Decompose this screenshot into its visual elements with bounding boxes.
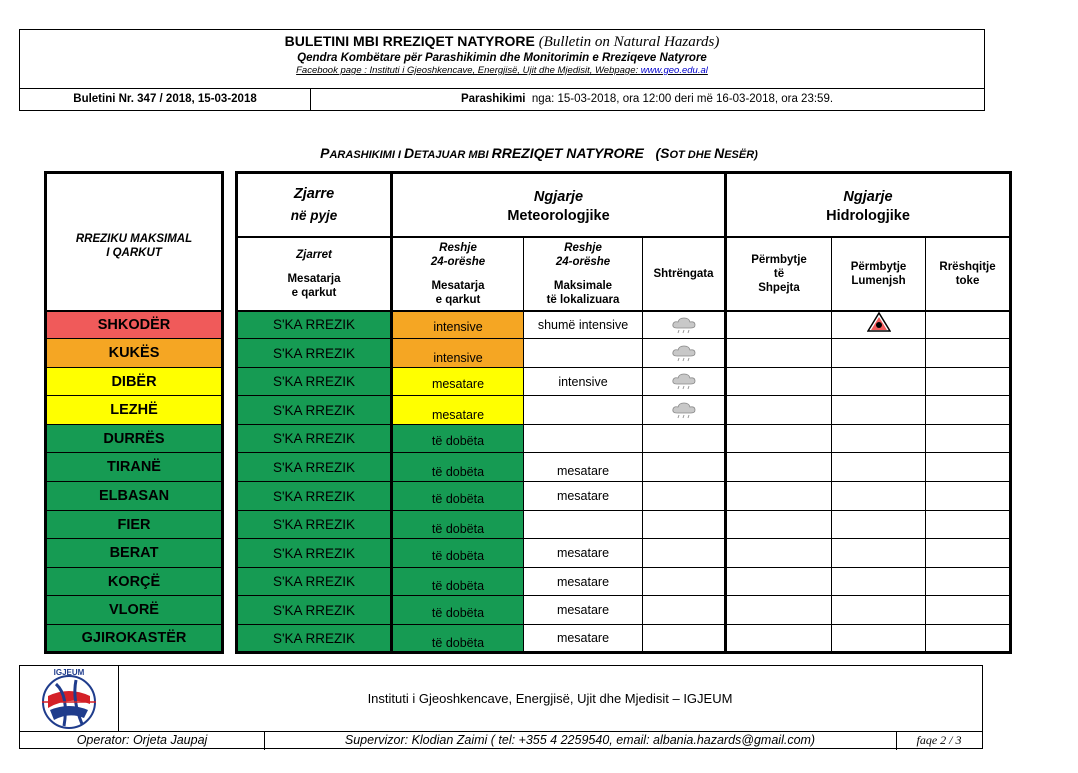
facebook-text: Facebook page : Instituti i Gjeoshkencave, Energjisë, Ujit dhe Mjedisit, Webpage: <box>296 65 641 76</box>
river-flood-cell <box>832 511 926 539</box>
operator: Operator: Orjeta Jaupaj <box>20 732 265 750</box>
rain-average: të dobëta <box>392 453 524 482</box>
rain-max <box>524 425 643 453</box>
rain-average: të dobëta <box>392 539 524 568</box>
region-fier: FIER <box>46 511 223 539</box>
fire-risk: S'KA RREZIK <box>237 339 392 368</box>
rain-average: mesatare <box>392 368 524 396</box>
fire-risk: S'KA RREZIK <box>237 453 392 482</box>
header-title-block <box>20 30 984 89</box>
region-kukes: KUKËS <box>46 339 223 368</box>
rain-average: mesatare <box>392 396 524 425</box>
igjeum-logo <box>20 666 119 731</box>
cloud-rain-icon <box>671 316 697 334</box>
storm-cell <box>643 396 726 425</box>
flash-flood-cell <box>726 625 832 653</box>
region-diber: DIBËR <box>46 368 223 396</box>
fire-risk: S'KA RREZIK <box>237 511 392 539</box>
river-flood-cell <box>832 396 926 425</box>
rain-max: mesatare <box>524 625 643 653</box>
rain-max: mesatare <box>524 453 643 482</box>
flash-flood-cell <box>726 596 832 625</box>
flash-flood-cell <box>726 453 832 482</box>
region-vlore: VLORË <box>46 596 223 625</box>
region-elbasan: ELBASAN <box>46 482 223 511</box>
col-river-flood: Përmbytje Lumenjsh <box>832 237 926 311</box>
supervisor: Supervizor: Klodian Zaimi ( tel: +355 4 2259540, email: albania.hazards@gmail.com) <box>264 732 897 750</box>
fire-risk: S'KA RREZIK <box>237 425 392 453</box>
region-shkoder: SHKODËR <box>46 311 223 339</box>
rain-max <box>524 339 643 368</box>
bulletin-header <box>19 29 985 111</box>
landslide-cell <box>926 368 1011 396</box>
storm-cell <box>643 425 726 453</box>
landslide-cell <box>926 425 1011 453</box>
warning-icon <box>867 312 891 332</box>
rain-max: mesatare <box>524 482 643 511</box>
flash-flood-cell <box>726 568 832 596</box>
fire-group-header: Zjarre në pyje <box>237 173 392 237</box>
flash-flood-cell <box>726 482 832 511</box>
rain-max: shumë intensive <box>524 311 643 339</box>
storm-cell <box>643 368 726 396</box>
region-berat: BERAT <box>46 539 223 568</box>
flash-flood-cell <box>726 339 832 368</box>
col-landslide: Rrëshqitje toke <box>926 237 1011 311</box>
page-number: faqe 2 / 3 <box>916 733 962 747</box>
river-flood-cell <box>832 625 926 653</box>
rain-max: mesatare <box>524 568 643 596</box>
rain-average: të dobëta <box>392 482 524 511</box>
river-flood-cell <box>832 596 926 625</box>
cloud-rain-icon <box>671 344 697 362</box>
fire-risk: S'KA RREZIK <box>237 568 392 596</box>
col-rain-average: Reshje 24-orëshe Mesatarja e qarkut <box>392 237 524 311</box>
rain-average: të dobëta <box>392 596 524 625</box>
fire-risk: S'KA RREZIK <box>237 539 392 568</box>
row-header: RREZIKU MAKSIMAL I QARKUT <box>46 173 223 311</box>
rain-average: të dobëta <box>392 568 524 596</box>
flash-flood-cell <box>726 539 832 568</box>
region-gjirokaster: GJIROKASTËR <box>46 625 223 653</box>
rain-max <box>524 511 643 539</box>
river-flood-cell <box>832 311 926 339</box>
river-flood-cell <box>832 453 926 482</box>
rain-max: mesatare <box>524 596 643 625</box>
storm-cell <box>643 511 726 539</box>
landslide-cell <box>926 511 1011 539</box>
bulletin-title: BULETINI MBI RREZIQET NATYRORE <box>284 33 535 49</box>
col-flash-flood: Përmbytje të Shpejta <box>726 237 832 311</box>
storm-cell <box>643 568 726 596</box>
web-link[interactable]: www.geo.edu.al <box>640 65 708 76</box>
storm-cell <box>643 482 726 511</box>
storm-cell <box>643 596 726 625</box>
rain-average: të dobëta <box>392 625 524 653</box>
fire-risk: S'KA RREZIK <box>237 368 392 396</box>
hydro-group-header: Ngjarje Hidrologjike <box>726 173 1011 237</box>
meteo-group-header: Ngjarje Meteorologjike <box>392 173 726 237</box>
rain-max: mesatare <box>524 539 643 568</box>
river-flood-cell <box>832 568 926 596</box>
flash-flood-cell <box>726 311 832 339</box>
cloud-rain-icon <box>671 401 697 419</box>
river-flood-cell <box>832 539 926 568</box>
flash-flood-cell <box>726 396 832 425</box>
bulletin-title-en: (Bulletin on Natural Hazards) <box>538 34 720 50</box>
landslide-cell <box>926 453 1011 482</box>
fire-risk: S'KA RREZIK <box>237 596 392 625</box>
rain-average: të dobëta <box>392 425 524 453</box>
river-flood-cell <box>832 368 926 396</box>
col-rain-max: Reshje 24-orëshe Maksimale të lokalizuara <box>524 237 643 311</box>
storm-cell <box>643 339 726 368</box>
landslide-cell <box>926 596 1011 625</box>
storm-cell <box>643 625 726 653</box>
fire-risk: S'KA RREZIK <box>237 396 392 425</box>
bulletin-number: Buletini Nr. 347 / 2018, 15-03-2018 <box>20 88 311 111</box>
storm-cell <box>643 453 726 482</box>
landslide-cell <box>926 311 1011 339</box>
river-flood-cell <box>832 425 926 453</box>
region-lezhe: LEZHË <box>46 396 223 425</box>
landslide-cell <box>926 539 1011 568</box>
rain-max: intensive <box>524 368 643 396</box>
flash-flood-cell <box>726 368 832 396</box>
landslide-cell <box>926 568 1011 596</box>
svg-text:IGJEUM: IGJEUM <box>53 668 85 677</box>
section-title: PARASHIKIMI I DETAJUAR MBI RREZIQET NATYRORE (SOT DHE NESËR) <box>320 145 758 161</box>
rain-average: intensive <box>392 339 524 368</box>
landslide-cell <box>926 339 1011 368</box>
river-flood-cell <box>832 482 926 511</box>
region-korce: KORÇË <box>46 568 223 596</box>
fire-risk: S'KA RREZIK <box>237 625 392 653</box>
hazard-forecast-table <box>44 171 1012 654</box>
forecast-period: Parashikimi nga: 15-03-2018, ora 12:00 deri më 16-03-2018, ora 23:59. <box>460 93 834 105</box>
storm-cell <box>643 311 726 339</box>
globe-logo-icon <box>20 666 118 731</box>
center-subtitle: Qendra Kombëtare për Parashikimin dhe Monitorimin e Rreziqeve Natyrore <box>297 52 707 64</box>
col-fire: Zjarret Mesatarja e qarkut <box>237 237 392 311</box>
region-durres: DURRËS <box>46 425 223 453</box>
landslide-cell <box>926 482 1011 511</box>
rain-average: intensive <box>392 311 524 339</box>
flash-flood-cell <box>726 511 832 539</box>
landslide-cell <box>926 625 1011 653</box>
rain-max <box>524 396 643 425</box>
cloud-rain-icon <box>671 372 697 390</box>
fire-risk: S'KA RREZIK <box>237 311 392 339</box>
footer <box>19 665 983 749</box>
storm-cell <box>643 539 726 568</box>
river-flood-cell <box>832 339 926 368</box>
fire-risk: S'KA RREZIK <box>237 482 392 511</box>
institute-name: Instituti i Gjeoshkencave, Energjisë, Ujit dhe Mjedisit – IGJEUM <box>367 691 733 706</box>
col-storm: Shtrëngata <box>643 237 726 311</box>
rain-average: të dobëta <box>392 511 524 539</box>
flash-flood-cell <box>726 425 832 453</box>
landslide-cell <box>926 396 1011 425</box>
region-tirane: TIRANË <box>46 453 223 482</box>
